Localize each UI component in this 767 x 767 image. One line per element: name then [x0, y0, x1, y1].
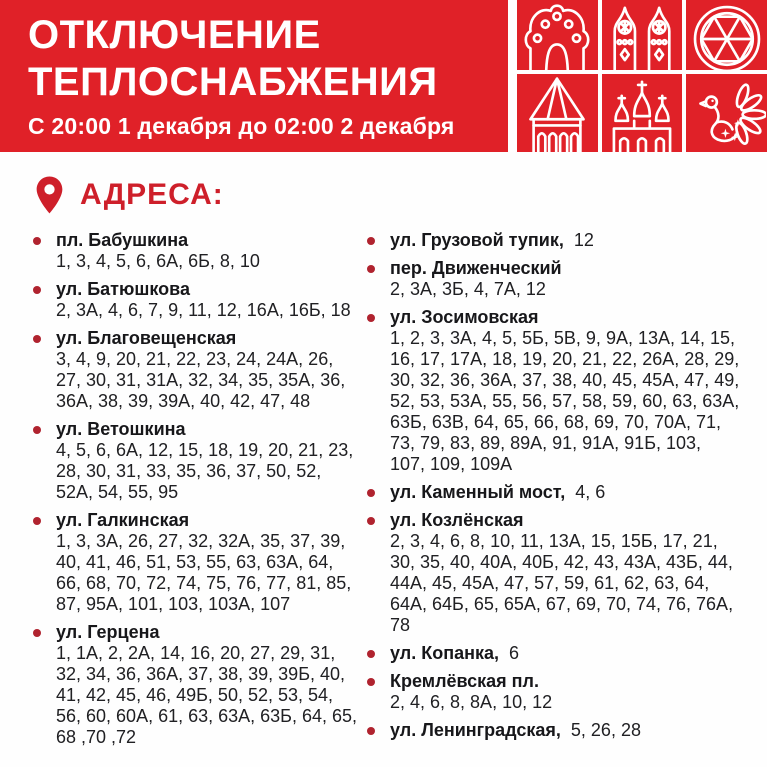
bullet-dot — [367, 237, 375, 245]
street-name: ул. Герцена — [56, 622, 160, 642]
house-numbers: 2, 3А, 4, 6, 7, 9, 11, 12, 16А, 16Б, 18 — [56, 300, 351, 320]
list-item — [364, 258, 741, 300]
street-name: ул. Ветошкина — [56, 419, 186, 439]
bullet-dot — [33, 237, 41, 245]
poster-title — [28, 12, 455, 106]
list-item — [364, 720, 741, 741]
list-item — [364, 643, 741, 664]
bullet-dot — [367, 678, 375, 686]
street-name: ул. Батюшкова — [56, 279, 190, 299]
street-name: ул. Галкинская — [56, 510, 190, 530]
addresses-header-row — [36, 176, 741, 214]
list-item — [30, 328, 360, 412]
bullet-dot — [33, 426, 41, 434]
bullet-dot — [367, 517, 375, 525]
house-numbers: 2, 4, 6, 8, 8А, 10, 12 — [390, 692, 553, 712]
house-numbers: 2, 3А, 3Б, 4, 7А, 12 — [390, 279, 546, 299]
cathedral-icon — [602, 74, 683, 152]
header-banner — [0, 0, 767, 152]
dove-icon — [686, 74, 767, 152]
ornament-tile-grid — [508, 0, 767, 152]
address-section — [0, 152, 767, 755]
house-numbers: 1, 3, 4, 5, 6, 6А, 6Б, 8, 10 — [56, 251, 260, 271]
bullet-dot — [367, 727, 375, 735]
list-item — [364, 482, 741, 503]
house-numbers: 2, 3, 4, 6, 8, 10, 11, 13А, 15, 15Б, 17, 21, 30, 35, 40, 40А, 40Б, 42, 43, 43А, 43Б, 44, 44А, 45, 45А, 47, 57, 59, 61, 62, 63, 64, 64А, 64Б, 65, 65А, 67, 69, 70, 74, 76, 76А, 78 — [390, 531, 734, 635]
list-item — [30, 230, 360, 272]
house-numbers: 4, 5, 6, 6А, 12, 15, 18, 19, 20, 21, 23, 28, 30, 31, 33, 35, 36, 37, 50, 52, 52А, 54, 55, 95 — [56, 440, 354, 502]
house-numbers: 5, 26, 28 — [570, 720, 641, 740]
street-name: ул. Каменный мост, — [390, 482, 566, 502]
addresses-heading: АДРЕСА: — [80, 178, 224, 211]
street-name: ул. Благовещенская — [56, 328, 237, 348]
bullet-dot — [33, 517, 41, 525]
address-list-right — [364, 230, 741, 748]
house-numbers: 6 — [508, 643, 519, 663]
house-numbers: 1, 2, 3, 3А, 4, 5, 5Б, 5В, 9, 9А, 13А, 14, 15, 16, 17, 17А, 18, 19, 20, 21, 22, 26А, 28, 29, 30, 32, 36, 36А, 37, 38, 40, 45, 45А, 47, 49, 52, 53, 53А, 55, 56, 57, 58, 59, 60, 63, 63А, 63Б, 63В, 64, 65, 66, 68, 69, 70, 70А, 71, 73, 79, 83, 89, 89А, 91, 91А, 91Б, 103, 107, 109, 109А — [390, 328, 740, 474]
list-item — [364, 230, 741, 251]
street-name: ул. Козлёнская — [390, 510, 524, 530]
house-numbers: 4, 6 — [575, 482, 606, 502]
house-numbers: 12 — [573, 230, 594, 250]
list-item — [30, 622, 360, 748]
house-numbers: 3, 4, 9, 20, 21, 22, 23, 24, 24А, 26, 27, 30, 31, 31А, 32, 34, 35, 35А, 36, 36А, 38, 39, 39А, 40, 42, 47, 48 — [56, 349, 346, 411]
list-item — [30, 279, 360, 321]
house-numbers: 1, 3, 3А, 26, 27, 32, 32А, 35, 37, 39, 40, 41, 46, 51, 53, 55, 63, 63А, 64, 66, 68, 70, 72, 74, 75, 76, 77, 81, 85, 87, 95А, 101, 103, 103А, 107 — [56, 531, 352, 614]
list-item — [364, 307, 741, 475]
list-item — [30, 510, 360, 615]
list-item — [30, 419, 360, 503]
bullet-dot — [367, 650, 375, 658]
street-name: ул. Зосимовская — [390, 307, 539, 327]
list-item — [364, 510, 741, 636]
poster-title-line1: ОТКЛЮЧЕНИЕ — [28, 13, 321, 57]
street-name: ул. Ленинградская, — [390, 720, 561, 740]
tent-tower-icon — [517, 74, 598, 152]
street-name: ул. Грузовой тупик, — [390, 230, 564, 250]
bullet-dot — [367, 265, 375, 273]
street-name: пер. Движенческий — [390, 258, 562, 278]
street-name: Кремлёвская пл. — [390, 671, 539, 691]
kokoshnik-icon — [517, 0, 598, 70]
house-numbers: 1, 1А, 2, 2А, 14, 16, 20, 27, 29, 31, 32, 34, 36, 36А, 37, 38, 39, 39Б, 40, 41, 42, 45, 46, 49Б, 50, 52, 53, 54, 56, 60, 60А, 61, 63, 63А, 63Б, 64, 65, 68 ,70 ,72 — [56, 643, 358, 747]
bullet-dot — [33, 286, 41, 294]
bullet-dot — [367, 489, 375, 497]
street-name: ул. Копанка, — [390, 643, 499, 663]
street-name: пл. Бабушкина — [56, 230, 189, 250]
bullet-dot — [33, 629, 41, 637]
twin-towers-icon — [602, 0, 683, 70]
bullet-dot — [33, 335, 41, 343]
list-item — [364, 671, 741, 713]
bullet-dot — [367, 314, 375, 322]
banner-text — [28, 12, 455, 140]
poster-subtitle: С 20:00 1 декабря до 02:00 2 декабря — [28, 113, 455, 139]
rosette-icon — [686, 0, 767, 70]
address-list-left — [30, 230, 360, 755]
poster-title-line2: ТЕПЛОСНАБЖЕНИЯ — [28, 60, 438, 104]
address-columns — [30, 230, 741, 755]
location-pin-icon — [36, 176, 63, 214]
